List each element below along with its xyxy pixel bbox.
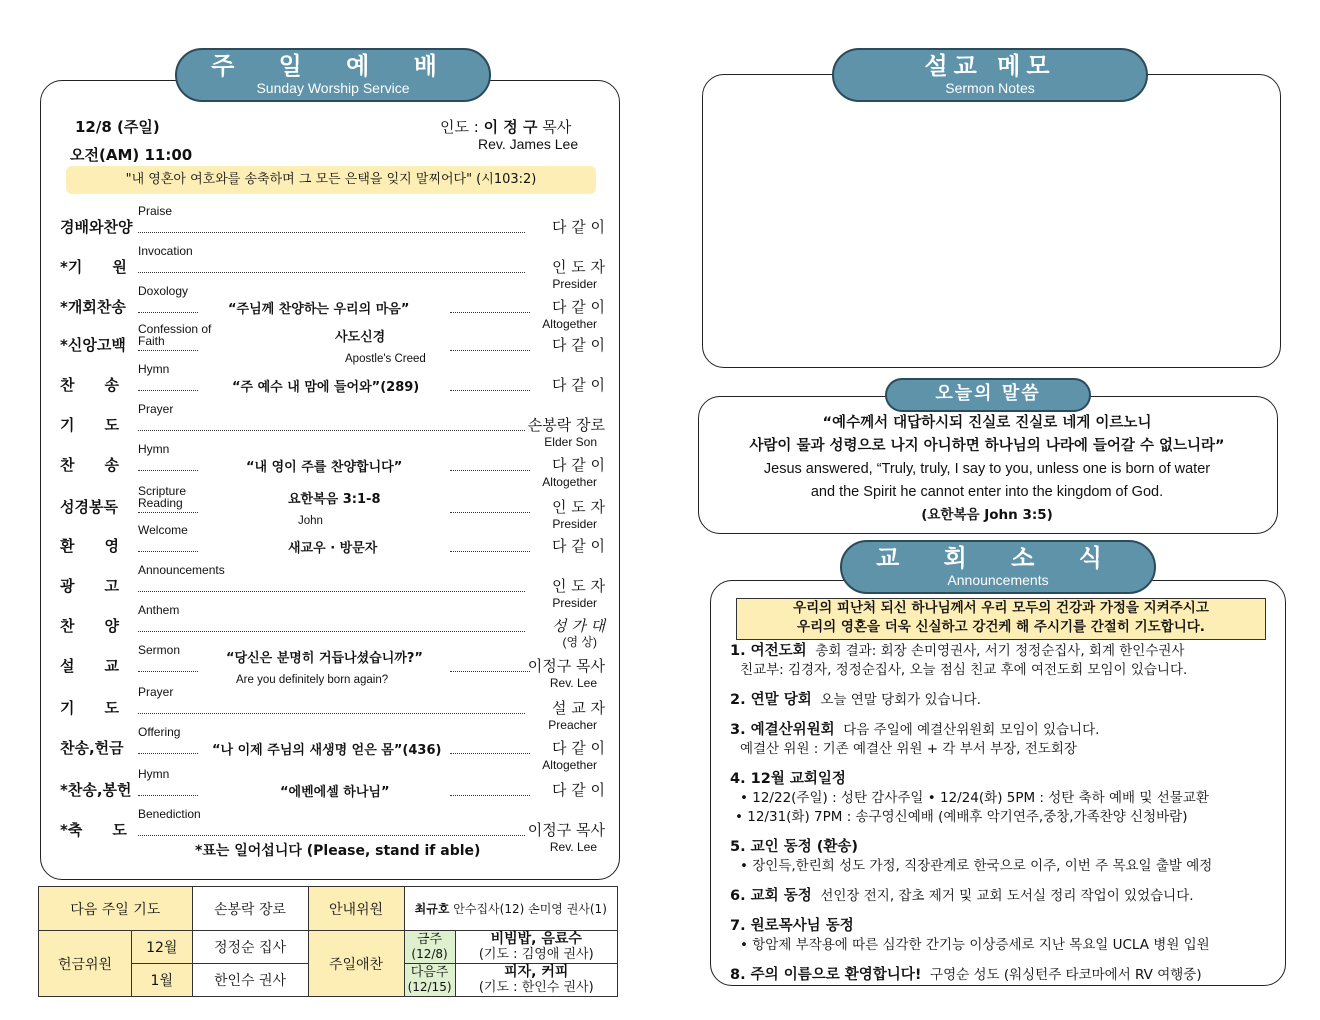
jan-name: 한인수 권사	[192, 964, 308, 997]
this-week: 금주	[416, 932, 443, 947]
leader-dots	[450, 350, 530, 351]
announcement-text: 선인장 전지, 잡초 제거 및 교회 도서실 정리 작업이 있었습니다.	[820, 888, 1194, 904]
order-title-sub: John	[298, 515, 323, 527]
announcement-item	[730, 966, 1202, 985]
order-person-sub: Altogether	[542, 758, 597, 772]
order-title: “에벤에셀 하나님”	[280, 785, 390, 800]
order-ko: 환 영	[60, 537, 119, 555]
order-row	[60, 363, 605, 399]
order-person: 인 도 자	[551, 498, 605, 516]
announcement-head: 7. 원로목사님 동정	[730, 918, 854, 934]
leader-dots	[138, 350, 198, 351]
announcement-head: 2. 연말 당회	[730, 692, 812, 708]
order-title-sub: Apostle's Creed	[345, 353, 426, 365]
prayer-line-1: 우리의 피난처 되신 하나님께서 우리 모두의 건강과 가정을 지켜주시고	[793, 600, 1209, 616]
order-en: Prayer	[138, 402, 174, 416]
announcement-head: 4. 12월 교회일정	[730, 771, 846, 787]
word-ko-2: 사람이 물과 성령으로 나지 아니하면 하나님의 나라에 들어갈 수 없느니라”	[749, 438, 1225, 454]
order-ko: *신앙고백	[60, 336, 126, 354]
announcement-head: 6. 교회 동정	[730, 888, 812, 904]
sermon-notes-panel[interactable]	[702, 74, 1281, 368]
order-person: 성 가 대	[551, 617, 605, 635]
leader-dots	[138, 512, 198, 513]
announcements-pill	[840, 540, 1156, 594]
duty-table	[38, 886, 618, 997]
leader-dots	[450, 795, 530, 796]
leader-dots	[138, 430, 525, 431]
meal-label: 주일애찬	[308, 931, 404, 997]
order-en: Welcome	[138, 523, 188, 537]
order-en: Hymn	[138, 362, 170, 376]
order-person: 인 도 자	[551, 577, 605, 595]
word-title: 오늘의 말씀	[935, 383, 1041, 404]
leader-dots	[138, 551, 198, 552]
order-ko: 설 교	[60, 657, 119, 675]
next-date: (12/15)	[407, 980, 452, 994]
order-title: “당신은 분명히 거듭나셨습니까?”	[226, 651, 423, 666]
announcement-item	[730, 917, 1210, 955]
worship-time: 오전(AM) 11:00	[70, 146, 193, 164]
dec-name: 정정순 집사	[192, 931, 308, 964]
sermon-notes-title: 설교 메모	[924, 52, 1056, 80]
stand-note: *표는 일어섭니다 (Please, stand if able)	[195, 843, 481, 859]
order-person: 다 같 이	[551, 336, 605, 354]
leader-name: 이 정 구	[483, 118, 538, 136]
leader-dots	[138, 671, 198, 672]
verse-text: "내 영혼아 여호와를 송축하며 그 모든 은택을 잊지 말찌어다" (시103:2)	[125, 172, 537, 187]
this-menu-cell	[455, 931, 617, 964]
leader-title: 목사	[542, 118, 572, 136]
next-prayer-label: 다음 주일 기도	[39, 887, 193, 931]
leader-dots	[138, 470, 198, 471]
order-person: 다 같 이	[551, 218, 605, 236]
order-en: Offering	[138, 725, 181, 739]
worship-title: 주 일 예 배	[211, 52, 455, 80]
leader-dots	[450, 470, 530, 471]
next-menu: 피자, 커피	[504, 964, 569, 980]
announcements-subtitle: Announcements	[947, 572, 1049, 588]
next-week-cell	[404, 964, 455, 997]
announcement-detail: 예결산 위원 : 기존 예결산 위원 + 각 부서 부장, 전도회장	[740, 741, 1077, 757]
usher-names	[404, 887, 617, 931]
leader-label: 인도 :	[440, 118, 479, 136]
announcement-text: 구영순 성도 (워싱턴주 타코마에서 RV 여행중)	[930, 967, 1202, 983]
next-prayer-name: 손봉락 장로	[192, 887, 308, 931]
order-ko: 성경봉독	[60, 498, 118, 516]
word-text	[700, 412, 1274, 527]
order-row	[60, 524, 605, 560]
order-en: Praise	[138, 204, 173, 218]
this-date: (12/8)	[411, 947, 448, 961]
usher-name-b: 안수집사(12) 손미영 권사(1)	[453, 902, 607, 916]
announcement-item	[730, 770, 1209, 827]
word-pill	[885, 378, 1091, 412]
offering-label: 헌금위원	[39, 931, 132, 997]
order-person-sub: Presider	[552, 277, 597, 291]
leader-dots	[138, 272, 525, 273]
leader-dots	[450, 312, 530, 313]
leader	[440, 116, 571, 137]
leader-dots	[450, 551, 530, 552]
jan-label: 1월	[132, 964, 193, 997]
announcements-title: 교 회 소 식	[876, 544, 1120, 572]
order-person: 다 같 이	[551, 298, 605, 316]
order-title: 사도신경	[335, 330, 386, 345]
order-ko: 기 도	[60, 416, 119, 434]
leader-dots	[138, 312, 198, 313]
announcement-detail: • 12/22(주일) : 성탄 감사주일 • 12/24(화) 5PM : 성탄 축하 예배 및 선물교환	[740, 790, 1209, 806]
order-ko: 경배와찬양	[60, 218, 133, 236]
prayer-box	[736, 598, 1266, 640]
leader-dots	[138, 713, 525, 714]
usher-label: 안내위원	[308, 887, 404, 931]
order-ko: 찬 송	[60, 376, 119, 394]
leader-dots	[138, 232, 525, 233]
order-person: 인 도 자	[551, 258, 605, 276]
order-person-sub: Presider	[552, 517, 597, 531]
order-person-sub: Altogether	[542, 475, 597, 489]
order-title: 요한복음 3:1-8	[288, 492, 381, 507]
order-person: 설 교 자	[551, 699, 605, 717]
order-row	[60, 322, 605, 365]
verse-box	[66, 166, 596, 194]
leader-dots	[450, 390, 530, 391]
announcement-text: 오늘 연말 당회가 있습니다.	[820, 692, 981, 708]
order-person-sub: Rev. Lee	[549, 840, 597, 854]
dec-label: 12월	[132, 931, 193, 964]
order-en: Benediction	[138, 807, 201, 821]
order-ko: 찬송,헌금	[60, 739, 124, 757]
usher-name-a: 최규호	[414, 902, 450, 916]
order-ko: *기 원	[60, 258, 127, 276]
order-en: Hymn	[138, 767, 170, 781]
order-title: “내 영이 주를 찬양합니다”	[246, 460, 403, 475]
order-en: Hymn	[138, 442, 170, 456]
order-person: 이정구 목사	[527, 821, 605, 839]
order-en: Scripture Reading	[138, 484, 187, 510]
worship-date: 12/8 (주일)	[75, 118, 160, 136]
next-week: 다음주	[410, 965, 449, 980]
announcement-detail: • 항암제 부작용에 따른 심각한 간기능 이상증세로 지난 목요일 UCLA 병원 입원	[740, 937, 1210, 953]
worship-subtitle: Sunday Worship Service	[256, 80, 410, 96]
leader-dots	[138, 753, 198, 754]
order-title: 새교우 · 방문자	[288, 541, 378, 556]
order-row	[60, 205, 605, 241]
announcement-head: 3. 예결산위원회	[730, 722, 835, 738]
order-person: 손봉락 장로	[527, 416, 605, 434]
order-en: Sermon	[138, 643, 181, 657]
leader-dots	[138, 631, 525, 632]
order-row	[60, 768, 605, 804]
announcement-item	[730, 721, 1099, 759]
order-person: 다 같 이	[551, 739, 605, 757]
this-menu: 비빔밥, 음료수	[490, 931, 582, 947]
order-en: Announcements	[138, 563, 225, 577]
order-title: “주님께 찬양하는 우리의 마음”	[228, 302, 410, 317]
order-title: “나 이제 주님의 새생명 얻은 몸”(436)	[212, 743, 442, 758]
order-ko: 찬 양	[60, 617, 119, 635]
order-ko: *찬송,봉헌	[60, 781, 132, 799]
order-person-sub: Altogether	[542, 317, 597, 331]
order-en: Anthem	[138, 603, 180, 617]
leader-dots	[450, 512, 530, 513]
order-ko: *축 도	[60, 821, 127, 839]
leader-dots	[138, 390, 198, 391]
leader-en: Rev. James Lee	[478, 136, 579, 152]
leader-dots	[450, 753, 530, 754]
order-en: Prayer	[138, 685, 174, 699]
order-person: 다 같 이	[551, 456, 605, 474]
order-person: 다 같 이	[551, 537, 605, 555]
order-ko: 찬 송	[60, 456, 119, 474]
order-ko: 기 도	[60, 699, 119, 717]
order-person: 이정구 목사	[527, 657, 605, 675]
announcement-detail-2: • 12/31(화) 7PM : 송구영신예배 (예배후 악기연주,중창,가족찬양 신청바람)	[735, 809, 1188, 825]
announcement-detail: 친교부: 김경자, 정정순집사, 오늘 점심 친교 후에 여전도회 모임이 있습니다.	[740, 662, 1188, 678]
prayer-line-2: 우리의 영혼을 더욱 신실하고 강건케 해 주시기를 간절히 기도합니다.	[797, 619, 1205, 635]
order-en: Invocation	[138, 244, 193, 258]
order-person: 다 같 이	[551, 781, 605, 799]
leader-dots	[450, 671, 530, 672]
order-person-sub: Preacher	[548, 718, 597, 732]
announcement-text: 총회 결과: 회장 손미영권사, 서기 정정순집사, 회계 한인수권사	[815, 643, 1185, 659]
leader-dots	[138, 835, 525, 836]
sermon-notes-pill	[832, 48, 1148, 102]
announcement-item	[730, 642, 1187, 680]
word-en-2: and the Spirit he cannot enter into the kingdom of God.	[810, 484, 1164, 500]
order-ko: *개회찬송	[60, 298, 126, 316]
announcement-head: 1. 여전도회	[730, 643, 807, 659]
order-en: Doxology	[138, 284, 189, 298]
order-en: Confession of Faith	[138, 322, 212, 348]
order-person-sub: Presider	[552, 596, 597, 610]
word-en-1: Jesus answered, “Truly, truly, I say to you, unless one is born of water	[763, 461, 1211, 477]
order-title: “주 예수 내 맘에 들어와”(289)	[232, 380, 420, 395]
order-person-sub: Elder Son	[544, 435, 597, 449]
order-person-sub: (영 상)	[562, 635, 597, 649]
word-ref: (요한복음 John 3:5)	[921, 507, 1053, 523]
announcement-head: 8. 주의 이름으로 환영합니다!	[730, 967, 922, 983]
leader-dots	[138, 591, 525, 592]
announcement-head: 5. 교인 동정 (환송)	[730, 839, 859, 855]
order-ko: 광 고	[60, 577, 119, 595]
announcement-text: 다음 주일에 예결산위원회 모임이 있습니다.	[843, 722, 1100, 738]
order-row	[60, 643, 605, 690]
this-prayer: (기도 : 김영애 권사)	[478, 947, 594, 962]
sermon-notes-subtitle: Sermon Notes	[945, 80, 1035, 96]
announcement-item	[730, 887, 1194, 906]
this-week-cell	[404, 931, 455, 964]
announcement-detail: • 장인득,한린희 성도 가정, 직장관계로 한국으로 이주, 이번 주 목요일 출발 예정	[740, 858, 1213, 874]
worship-title-pill	[175, 48, 491, 102]
order-person: 다 같 이	[551, 376, 605, 394]
next-prayer: (기도 : 한인수 권사)	[478, 980, 594, 995]
announcement-item	[730, 691, 981, 710]
leader-dots	[138, 795, 198, 796]
next-menu-cell	[455, 964, 617, 997]
order-title-sub: Are you definitely born again?	[236, 674, 389, 686]
word-ko-1: “예수께서 대답하시되 진실로 진실로 네게 이르노니	[822, 415, 1152, 431]
announcement-item	[730, 838, 1212, 876]
order-person-sub: Rev. Lee	[549, 676, 597, 690]
